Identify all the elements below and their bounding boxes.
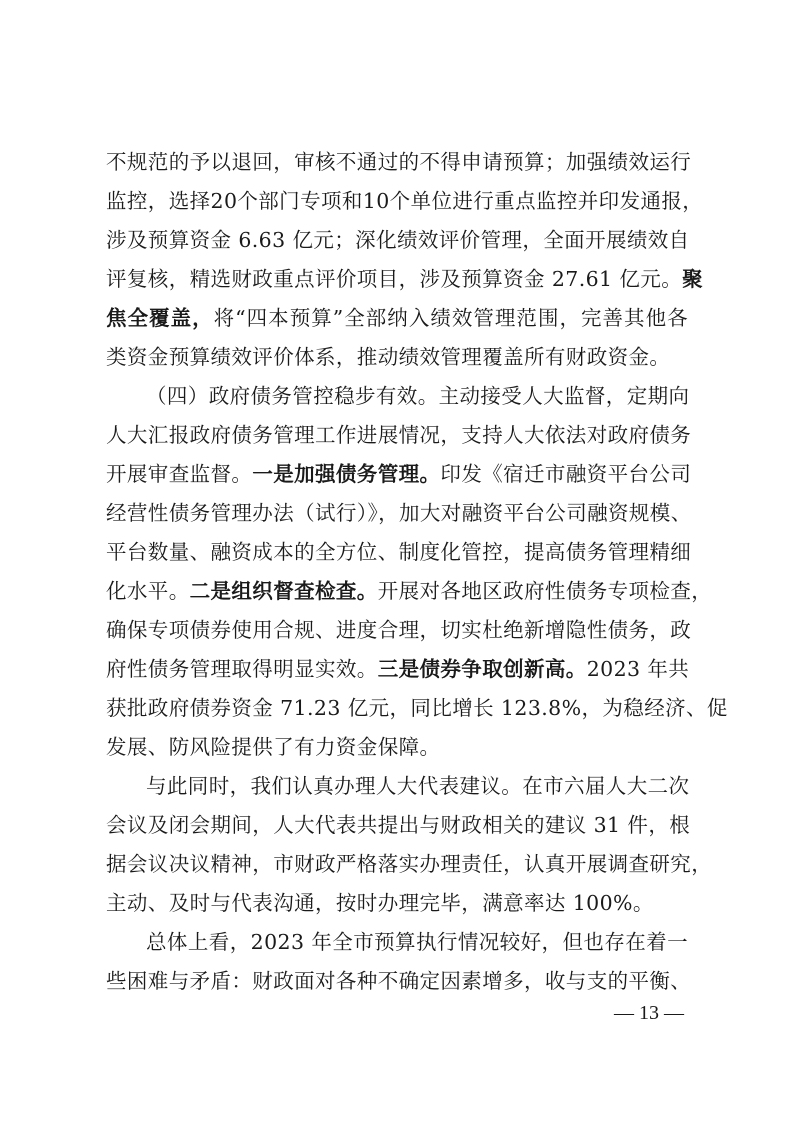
text-run: 印发《宿迁市融资平台公司 xyxy=(440,462,692,486)
text-line: 涉及预算资金 6.63 亿元；深化绩效评价管理，全面开展绩效自 xyxy=(106,228,690,252)
text-line xyxy=(106,572,713,611)
text-run: 化水平。 xyxy=(106,579,190,603)
text-line: 类资金预算绩效评价体系，推动绩效管理覆盖所有财政资金。 xyxy=(106,345,671,369)
text-line: 主动、及时与代表沟通，按时办理完毕，满意率达 100%。 xyxy=(106,891,654,915)
paragraph-npc-suggestions xyxy=(106,767,713,923)
bold-heading-run: 聚 xyxy=(682,267,704,291)
text-run: 府性债务管理取得明显实效。 xyxy=(106,657,378,681)
text-run: 将“四本预算”全部纳入绩效管理范围，完善其他各 xyxy=(213,306,688,330)
text-line: 经营性债务管理办法（试行）》，加大对融资平台公司融资规模、 xyxy=(106,501,692,525)
text-line: 获批政府债券资金 71.23 亿元，同比增长 123.8%，为稳经济、促 xyxy=(106,696,728,720)
text-line: 监控，选择20个部门专项和10个单位进行重点监控并印发通报， xyxy=(106,189,704,213)
page-number: — 13 — xyxy=(614,1002,684,1024)
text-run: 开展审查监督。 xyxy=(106,462,253,486)
text-line: 与此同时，我们认真办理人大代表建议。在市六届人大二次 xyxy=(146,774,690,798)
text-run: 开展对各地区政府性债务专项检查， xyxy=(377,579,713,603)
text-line xyxy=(106,260,704,299)
text-line: 确保专项债券使用合规、进度合理，切实杜绝新增隐性债务，政 xyxy=(106,618,692,642)
bold-heading-run: 三是债券争取创新高。 xyxy=(377,657,587,681)
text-run: 2023 年共 xyxy=(586,657,690,681)
text-line: 会议及闭会期间，人大代表共提出与财政相关的建议 31 件，根 xyxy=(106,813,691,837)
text-line: 些困难与矛盾：财政面对各种不确定因素增多，收与支的平衡、 xyxy=(106,969,692,993)
paragraph-debt xyxy=(106,377,728,767)
bold-heading-run: 焦全覆盖， xyxy=(106,306,214,330)
body-text xyxy=(106,143,728,1001)
paragraph-overview xyxy=(106,923,692,1001)
text-line xyxy=(106,299,688,338)
text-line: 不规范的予以退回，审核不通过的不得申请预算；加强绩效运行 xyxy=(106,150,692,174)
text-line: 人大汇报政府债务管理工作进展情况，支持人大依法对政府债务 xyxy=(106,423,692,447)
section-heading-line: （四）政府债务管控稳步有效。主动接受人大监督，定期向 xyxy=(146,384,690,408)
bold-heading-run: 一是加强债务管理。 xyxy=(252,462,441,486)
paragraph-performance xyxy=(106,143,704,377)
text-line xyxy=(106,650,688,689)
text-line: 发展、防风险提供了有力资金保障。 xyxy=(106,735,441,759)
text-line: 据会议决议精神，市财政严格落实办理责任，认真开展调查研究， xyxy=(106,852,713,876)
bold-heading-run: 二是组织督查检查。 xyxy=(189,579,378,603)
text-run: 评复核，精选财政重点评价项目，涉及预算资金 27.61 亿元。 xyxy=(106,267,683,291)
text-line: 总体上看，2023 年全市预算执行情况较好，但也存在着一 xyxy=(146,930,688,954)
text-line: 平台数量、融资成本的全方位、制度化管控，提高债务管理精细 xyxy=(106,540,692,564)
text-line xyxy=(106,455,692,494)
